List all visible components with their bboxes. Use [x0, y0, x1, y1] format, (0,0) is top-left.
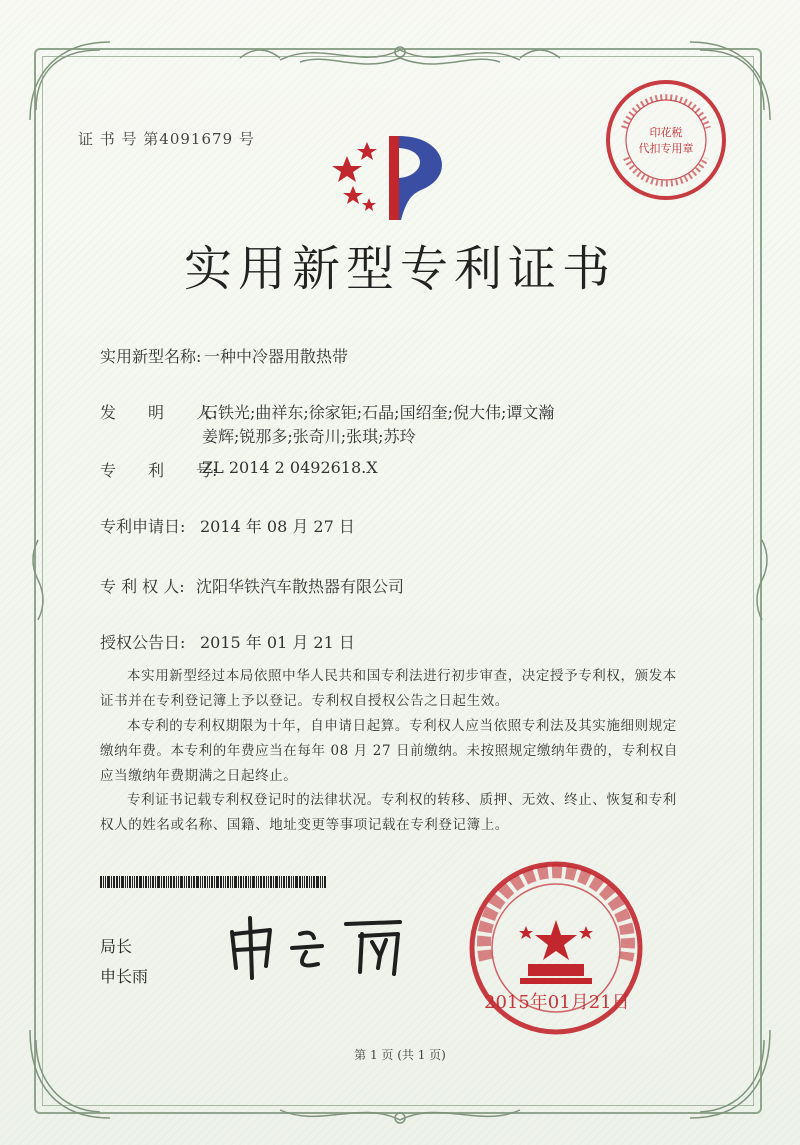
- barcode-bar: [113, 876, 115, 888]
- patent-owner-value: 沈阳华铁汽车散热器有限公司: [196, 577, 405, 596]
- barcode: [100, 876, 380, 888]
- director-role: 局长: [100, 937, 133, 956]
- barcode-bar: [320, 876, 321, 888]
- barcode-bar: [286, 876, 287, 888]
- certificate-title: 实用新型专利证书: [183, 241, 616, 297]
- barcode-bar: [168, 876, 169, 888]
- barcode-bar: [324, 876, 326, 888]
- barcode-bar: [220, 876, 222, 888]
- grant-date-value: 2015 年 01 月 21 日: [200, 633, 355, 652]
- barcode-bar: [252, 876, 255, 888]
- certificate-number: 证 书 号 第4091679 号: [78, 130, 255, 148]
- barcode-bar: [211, 876, 213, 888]
- barcode-bar: [306, 876, 308, 888]
- barcode-bar: [129, 876, 131, 888]
- barcode-bar: [170, 876, 172, 888]
- barcode-bar: [299, 876, 301, 888]
- barcode-bar: [279, 876, 280, 888]
- barcode-bar: [283, 876, 285, 888]
- director-name: 申长雨: [100, 967, 149, 986]
- patent-number-value: ZL 2014 2 0492618.X: [202, 458, 378, 477]
- barcode-bar: [266, 876, 267, 888]
- barcode-bar: [302, 876, 303, 888]
- barcode-bar: [180, 876, 183, 888]
- barcode-bar: [173, 876, 175, 888]
- barcode-bar: [288, 876, 290, 888]
- barcode-bar: [214, 876, 215, 888]
- barcode-bar: [263, 876, 265, 888]
- barcode-bar: [191, 876, 192, 888]
- svg-text:印花税: 印花税: [649, 126, 683, 139]
- svg-text:代扣专用章: 代扣专用章: [638, 142, 694, 155]
- grant-date-label: 授权公告日:: [100, 633, 186, 652]
- barcode-bar: [260, 876, 262, 888]
- barcode-bar: [313, 876, 315, 888]
- barcode-bar: [230, 876, 231, 888]
- barcode-bar: [223, 876, 224, 888]
- filing-date-label: 专利申请日:: [100, 517, 186, 536]
- barcode-bar: [202, 876, 203, 888]
- barcode-bar: [281, 876, 282, 888]
- barcode-bar: [163, 876, 165, 888]
- barcode-bar: [152, 876, 154, 888]
- barcode-bar: [132, 876, 133, 888]
- barcode-bar: [240, 876, 242, 888]
- body-paragraph-1: 本实用新型经过本局依照中华人民共和国专利法进行初步审查，决定授予专利权，颁发本证书并在专利登记簿上予以登记。专利权自授权公告之日起生效。: [100, 668, 677, 709]
- barcode-bar: [200, 876, 201, 888]
- barcode-bar: [193, 876, 195, 888]
- barcode-bar: [136, 876, 138, 888]
- barcode-bar: [227, 876, 229, 888]
- page-footer: 第 1 页 (共 1 页): [354, 1048, 446, 1062]
- inventor-label: 发 明 人:: [100, 403, 218, 422]
- barcode-bar: [157, 876, 160, 888]
- barcode-bar: [273, 876, 274, 888]
- barcode-bar: [234, 876, 237, 888]
- barcode-bar: [316, 876, 319, 888]
- barcode-bar: [204, 876, 206, 888]
- barcode-bar: [155, 876, 156, 888]
- barcode-bar: [295, 876, 298, 888]
- barcode-bar: [178, 876, 179, 888]
- barcode-bar: [268, 876, 269, 888]
- barcode-bar: [209, 876, 210, 888]
- barcode-bar: [245, 876, 247, 888]
- filing-date-value: 2014 年 08 月 27 日: [200, 517, 355, 536]
- barcode-bar: [150, 876, 151, 888]
- barcode-bar: [216, 876, 219, 888]
- barcode-bar: [309, 876, 310, 888]
- barcode-bar: [225, 876, 226, 888]
- barcode-bar: [207, 876, 208, 888]
- barcode-bar: [134, 876, 135, 888]
- inventor-value-line2: 姜辉;锐那多;张奇川;张琪;苏玲: [202, 427, 416, 446]
- barcode-bar: [188, 876, 190, 888]
- barcode-bar: [238, 876, 239, 888]
- barcode-bar: [186, 876, 187, 888]
- barcode-bar: [176, 876, 177, 888]
- barcode-bar: [100, 876, 102, 888]
- barcode-bar: [243, 876, 244, 888]
- barcode-bar: [248, 876, 249, 888]
- barcode-bar: [304, 876, 305, 888]
- barcode-bar: [143, 876, 144, 888]
- barcode-bar: [161, 876, 162, 888]
- barcode-bar: [107, 876, 110, 888]
- barcode-bar: [105, 876, 106, 888]
- barcode-bar: [196, 876, 199, 888]
- tax-seal-icon: [604, 78, 728, 202]
- barcode-bar: [311, 876, 312, 888]
- body-paragraph-2: 本专利的专利权期限为十年，自申请日起算。专利权人应当依照专利法及其实施细则规定缴纳年费。本专利的年费应当在每年 08 月 27 日前缴纳。未按照规定缴纳年费的，专利权自应当缴纳年费期满之日起终止。: [100, 718, 679, 784]
- barcode-bar: [250, 876, 251, 888]
- barcode-bar: [121, 876, 124, 888]
- barcode-bar: [127, 876, 128, 888]
- barcode-bar: [322, 876, 323, 888]
- barcode-bar: [139, 876, 142, 888]
- utility-model-name-value: 一种中冷器用散热带: [204, 347, 349, 366]
- barcode-bar: [275, 876, 278, 888]
- barcode-bar: [116, 876, 118, 888]
- barcode-bar: [111, 876, 112, 888]
- patent-owner-label: 专 利 权 人:: [100, 577, 185, 596]
- barcode-bar: [184, 876, 185, 888]
- barcode-bar: [166, 876, 167, 888]
- barcode-bar: [125, 876, 126, 888]
- patent-office-logo-icon: [325, 128, 465, 228]
- utility-model-name-label: 实用新型名称:: [100, 347, 202, 366]
- director-signature: [222, 912, 412, 982]
- barcode-bar: [291, 876, 292, 888]
- barcode-bar: [103, 876, 104, 888]
- inventor-value-line1: 石铁光;曲祥东;徐家钜;石晶;国绍奎;倪大伟;谭文瀚: [202, 403, 555, 422]
- barcode-bar: [258, 876, 259, 888]
- barcode-bar: [119, 876, 120, 888]
- barcode-bar: [270, 876, 272, 888]
- body-paragraph-3: 专利证书记载专利权登记时的法律状况。专利权的转移、质押、无效、终止、恢复和专利权人的姓名或名称、国籍、地址变更等事项记载在专利登记簿上。: [100, 792, 677, 833]
- seal-date: 2015年01月21日: [484, 992, 630, 1013]
- barcode-bar: [293, 876, 294, 888]
- barcode-bar: [256, 876, 257, 888]
- barcode-bar: [148, 876, 149, 888]
- barcode-bar: [145, 876, 147, 888]
- patent-number-label: 专 利 号:: [100, 461, 218, 480]
- barcode-bar: [232, 876, 233, 888]
